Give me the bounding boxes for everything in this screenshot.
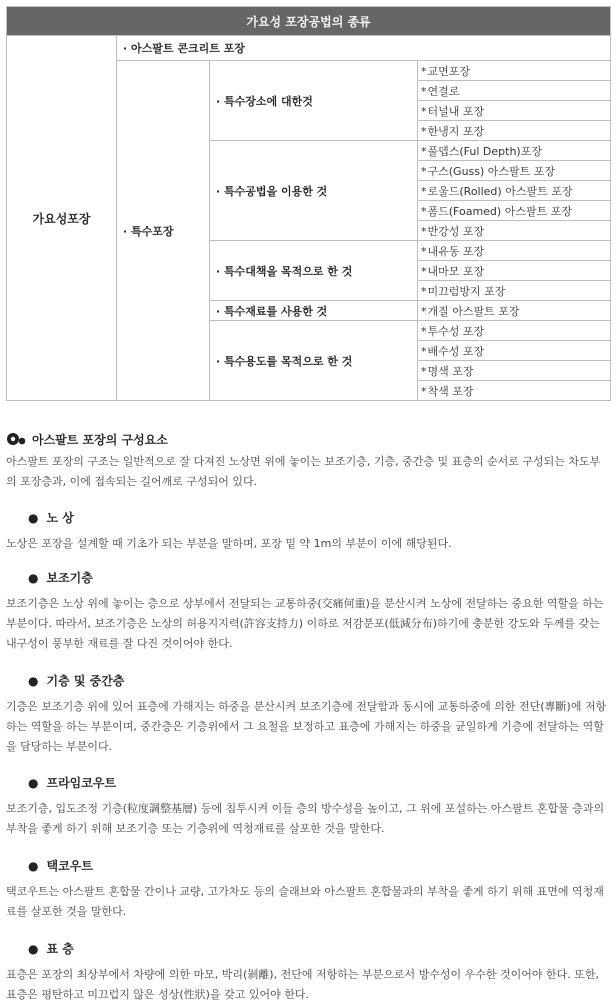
pavement-item [418,381,611,401]
pavement-item-label: 착색 포장 [427,384,474,398]
pavement-item-label: 내유동 포장 [427,244,485,258]
dot-icon: ● [28,942,39,956]
pavement-item [418,241,611,261]
pavement-item [418,121,611,141]
component-heading [28,671,610,691]
dot-icon: ● [28,674,39,688]
component-title: 보조기층 [46,571,93,585]
group-label-cell: · 특수용도를 목적으로 한 것 [210,321,418,401]
component-heading [28,856,610,876]
asterisk-icon: * [421,164,427,178]
component-body: 기층은 보조기층 위에 있어 표층에 가해지는 하중을 분산시켜 보조기층에 전달함과 동시에 교통하중에 의한 전단(專斷)에 저항하는 역할을 하는 부분이며, 중간층은 기층위에서 그 요철을 보정하고 표층에 가해지는 하중을 균일하게 기층에 전달하는 역할을 담당하는 부분이다. [6,700,607,753]
bullet-icon [6,432,28,446]
section-title: 아스팔트 포장의 구성요소 [32,432,168,447]
pavement-item [418,341,611,361]
asterisk-icon: * [421,124,427,138]
asphalt-concrete-cell: · 아스팔트 콘크리트 포장 [117,36,611,61]
asterisk-icon: * [421,264,427,278]
pavement-item-label: 명색 포장 [427,364,474,378]
pavement-item [418,221,611,241]
group-label-cell: · 특수재료를 사용한 것 [210,301,418,321]
asterisk-icon: * [421,324,427,338]
dot-icon: ● [28,776,39,790]
pavement-item-label: 미끄럼방지 포장 [427,284,506,298]
special-pavement-cell: · 특수포장 [117,61,210,401]
dot-icon: ● [28,859,39,873]
pavement-item-label: 한냉지 포장 [427,124,485,138]
component-body: 택코우트는 아스팔트 혼합물 간이나 교량, 고가차도 등의 슬래브와 아스팔트 혼합물과의 부착을 좋게 하기 위해 표면에 역청재료를 살포한 것을 말한다. [6,885,604,918]
dot-icon: ● [28,571,39,585]
dot-icon: ● [28,511,39,525]
pavement-item-label: 터널내 포장 [427,104,485,118]
category-cell: 가요성포장 [7,36,117,401]
component-body: 보조기층, 입도조정 기층(粒度調整基層) 등에 침투시켜 이들 층의 방수성을 높이고, 그 위에 포설하는 아스팔트 혼합물 층과의 부착을 좋게 하기 위해 보조기층 또는 기층위에 역청재료를 살포한 것을 말한다. [6,802,605,835]
pavement-item [418,181,611,201]
component-title: 노 상 [46,511,74,525]
pavement-item-label: 개질 아스팔트 포장 [427,304,520,318]
section-heading [6,430,610,448]
asterisk-icon: * [421,84,427,98]
pavement-item-label: 교면포장 [427,64,471,78]
component-body: 노상은 포장을 설계할 때 기초가 되는 부분을 말하며, 포장 밑 약 1m의 부분이 이에 해당된다. [6,537,452,550]
group-label-cell: · 특수대책을 목적으로 한 것 [210,241,418,301]
asterisk-icon: * [421,304,427,318]
pavement-item [418,281,611,301]
asterisk-icon: * [421,344,427,358]
pavement-item-label: 내마모 포장 [427,264,485,278]
pavement-item-label: 배수성 포장 [427,344,485,358]
pavement-item-label: 풀뎁스(Ful Depth)포장 [427,144,542,158]
component-heading [28,568,610,588]
pavement-item-label: 폼드(Foamed) 아스팔트 포장 [427,204,572,218]
composition-section [6,430,610,1005]
section-intro: 아스팔트 포장의 구조는 일반적으로 잘 다져진 노상면 위에 놓이는 보조기층, 기층, 중간층 및 표층의 순서로 구성되는 차도부의 포장층과, 이에 접속되는 길어깨로 구성되어 있다. [6,455,601,488]
asterisk-icon: * [421,364,427,378]
component-list [6,508,610,1005]
asterisk-icon: * [421,104,427,118]
pavement-item [418,141,611,161]
asterisk-icon: * [421,64,427,78]
component-body: 표층은 포장의 최상부에서 차량에 의한 마모, 박리(剝離), 전단에 저항하는 부분으로서 방수성이 우수한 것이어야 한다. 또한, 표층은 평탄하고 미끄럽지 않은 성상(性狀)을 갖고 있어야 한다. [6,968,599,1001]
pavement-item-label: 투수성 포장 [427,324,485,338]
asterisk-icon: * [421,244,427,258]
group-label-cell: · 특수장소에 대한것 [210,61,418,141]
component-title: 택코우트 [46,859,93,873]
pavement-item [418,321,611,341]
group-label-cell: · 특수공법을 이용한 것 [210,141,418,241]
asterisk-icon: * [421,284,427,298]
component-heading [28,508,610,528]
component-heading [28,773,610,793]
pavement-item [418,61,611,81]
pavement-item [418,261,611,281]
asterisk-icon: * [421,204,427,218]
pavement-item-label: 구스(Guss) 아스팔트 포장 [427,164,556,178]
pavement-item [418,301,611,321]
component-title: 표 층 [46,942,74,956]
asterisk-icon: * [421,184,427,198]
component-title: 기층 및 중간층 [46,674,125,688]
pavement-item-label: 반강성 포장 [427,224,485,238]
asterisk-icon: * [421,384,427,398]
asterisk-icon: * [421,224,427,238]
pavement-item [418,161,611,181]
component-title: 프라임코우트 [46,776,117,790]
pavement-item-label: 연결로 [427,84,460,98]
pavement-item [418,361,611,381]
asterisk-icon: * [421,144,427,158]
pavement-types-table [6,6,611,401]
pavement-item [418,81,611,101]
component-body: 보조기층은 노상 위에 놓이는 층으로 상부에서 전달되는 교통하중(交痛何重)을 분산시켜 노상에 전달하는 중요한 역할을 하는 부분이다. 따라서, 보조기층은 노상의 허용지지력(許容支持力) 이하로 저감분포(低減分布)하기에 충분한 강도와 두께를 갖는 내구성이 풍부한 재료를 잘 다진 것이어야 한다. [6,597,604,650]
component-heading [28,939,610,959]
table-header: 가요성 포장공법의 종류 [7,7,611,36]
pavement-item [418,101,611,121]
pavement-item [418,201,611,221]
pavement-item-label: 로울드(Rolled) 아스팔트 포장 [427,184,573,198]
